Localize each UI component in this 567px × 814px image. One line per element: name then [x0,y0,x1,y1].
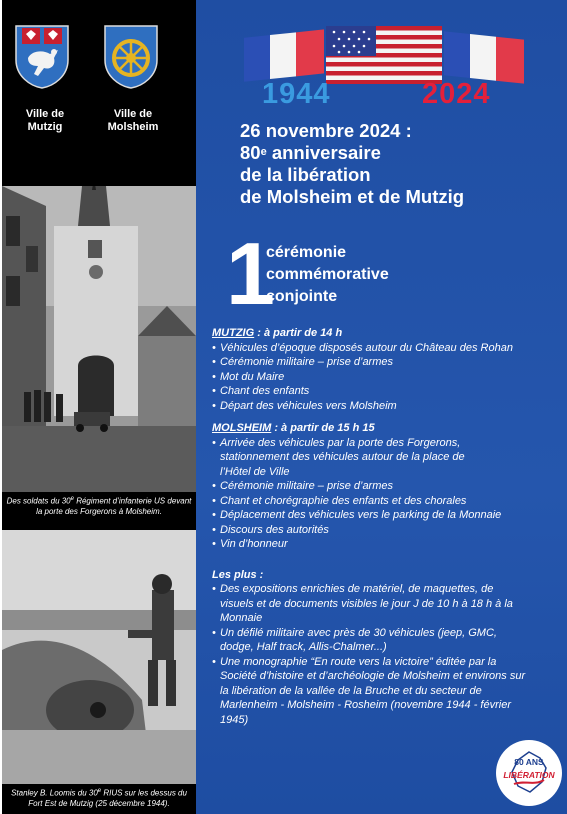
list-item: • Vin d’honneur [212,538,288,550]
molsheim-title-underlined: MOLSHEIM [212,422,272,434]
list-item: • Une monographie “En route vers la victoire” éditée par la Société d’histoire et d’archéologie de Molsheim et environs sur la libération de la vallée de la Bruche et du secteur de Marlenheim - Molsheim - Rosheim (novembre 1944 - février 1945) [212,655,526,726]
anniversary-text: anniversaire [266,142,381,163]
mutzig-section-title [212,326,558,341]
mutzig-title-underlined: MUTZIG [212,327,255,339]
caption2-part-b: RIUS sur les dessus du Fort Est de Mutzig (25 décembre 1944). [28,788,187,808]
anniversary-number: 80 [240,142,261,163]
list-item: • Chant et chorégraphie des enfants et des chorales [212,494,467,507]
list-item: • Des expositions enrichies de matériel, de maquettes, de visuels et de documents visibles le jour J de 10 h à 18 h à la Monnaie [212,583,513,624]
list-item: • Véhicules d’époque disposés autour du Château des Rohan [212,341,513,354]
mutzig-coat-of-arms-icon [14,24,70,90]
list-item: • Départ des véhicules vers Molsheim [212,399,397,412]
ceremony-number: 1 [226,224,275,323]
list-item: • Cérémonie militaire – prise d’armes [212,480,394,492]
caption1-part-a: Des soldats du 30 [6,496,71,506]
extras-section-title: Les plus : [212,568,264,581]
year-2024: 2024 [422,78,491,110]
molsheim-section-title [212,421,558,436]
caption1-part-b: Régiment d’infanterie US devant la porte des Forgerons à Molsheim. [36,496,192,516]
soldier-fort-photo [2,530,196,784]
ceremony-line2: commémorative [266,266,389,283]
list-item: • Chant des enfants [212,385,310,397]
80-ans-liberation-logo [496,740,562,806]
program-body [212,326,558,727]
caption2-part-a: Stanley B. Loomis du 30 [11,788,98,798]
list-item: • Déplacement des véhicules vers le parking de la Monnaie [212,509,502,521]
list-item: • Arrivée des véhicules par la porte des Forgerons, stationnement des véhicules autour de la place de l’Hôtel de Ville [212,436,465,478]
left-panel [2,0,196,814]
photo2-caption [6,786,192,809]
year-1944: 1944 [262,78,331,110]
ceremony-line3: conjointe [266,288,338,305]
mutzig-title-time: : à partir de 14 h [254,327,343,339]
list-item: • Cérémonie militaire – prise d’armes [212,356,394,368]
headline-towns: de Molsheim et de Mutzig [240,186,465,207]
list-item: • Mot du Maire [212,370,285,383]
right-panel [196,0,567,814]
list-item: • Un défilé militaire avec près de 30 véhicules (jeep, GMC, dodge, Half track, Allis-Chalmer...) [212,626,497,653]
forgerons-gate-photo [2,186,196,492]
mutzig-town-label [0,108,90,134]
headline-liberation: de la libération [240,164,371,185]
molsheim-town-label [88,108,178,134]
photo1-caption [6,494,192,517]
headline-date: 26 novembre 2024 : [240,120,412,141]
headline [240,120,560,208]
badge-line2: LIBÉRATION [503,770,555,780]
headline-anniversary [240,142,560,164]
molsheim-coat-of-arms-icon [103,24,159,90]
list-item: • Discours des autorités [212,523,329,536]
badge-line1: 80 ANS [514,757,544,767]
caption1-sup: e [70,496,74,502]
ceremony-title [266,242,389,308]
caption2-sup: e [97,788,102,794]
town-molsheim-text: Ville de Molsheim [107,108,159,133]
ceremony-line1: cérémonie [266,244,347,261]
flags-icon [242,20,526,86]
molsheim-title-time: : à partir de 15 h 15 [271,422,375,434]
town-mutzig-text: Ville de Mutzig [25,108,65,133]
anniversary-sup: e [260,146,267,158]
